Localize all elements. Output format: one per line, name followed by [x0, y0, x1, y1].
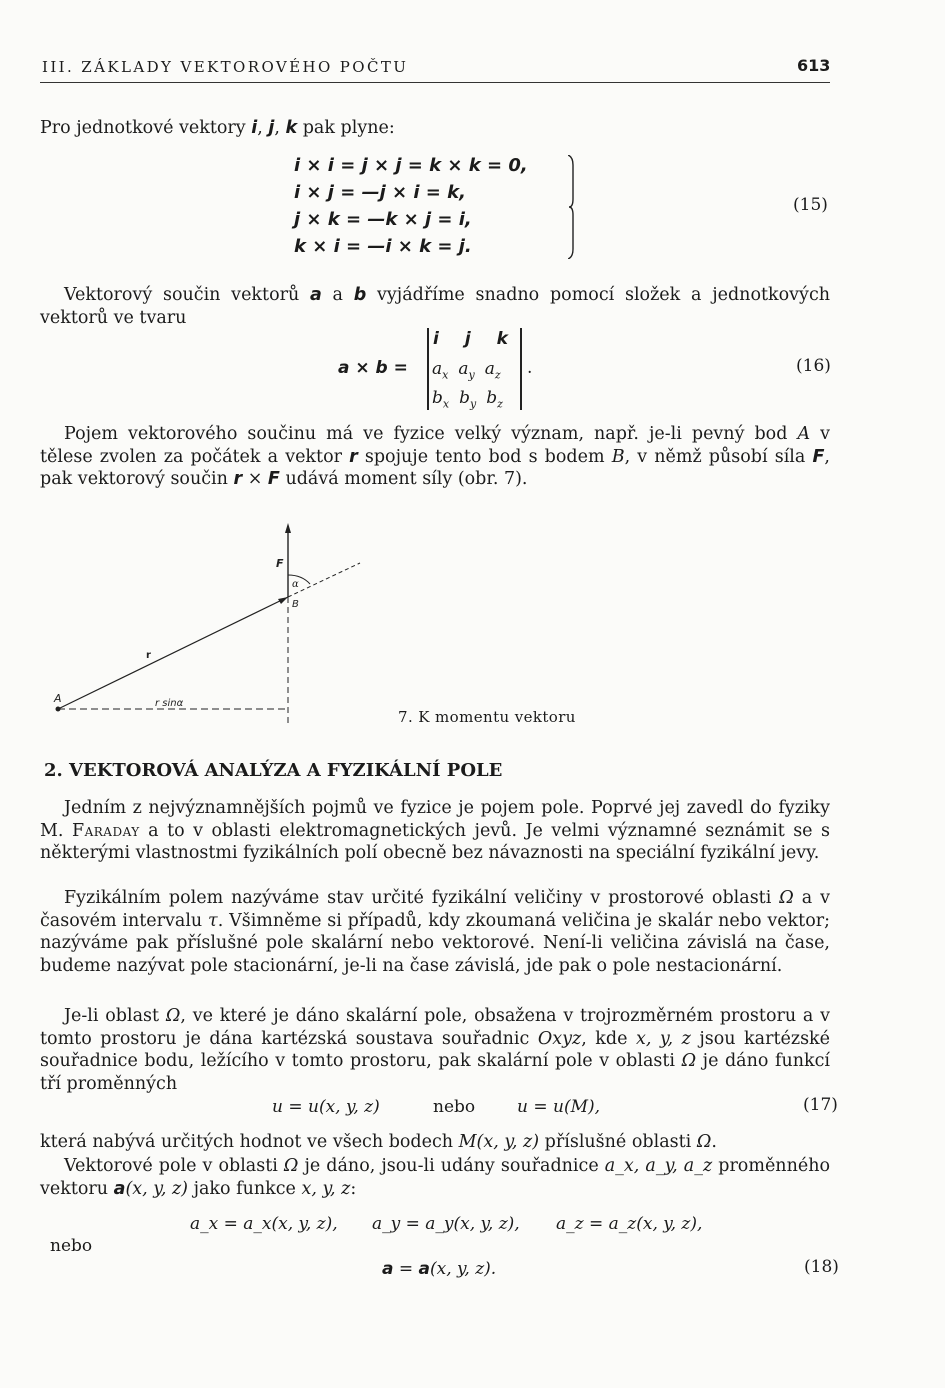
eq18a-ax: a_x = a_x(x, y, z),: [190, 1214, 338, 1234]
force-arrowhead: [285, 523, 291, 533]
paragraph-scalar-field: Je-li oblast Ω, ve které je dáno skalární pole, obsažena v trojrozměrném prostoru a v tomto prostoru je dána kartézská soustava souřadnic Oxyz, kde x, y, z jsou kartézské souřadnice bodu, ležícího v tomto prostoru, pak skalární pole v oblasti Ω je dáno funkcí tří proměnných: [40, 1006, 831, 1094]
radius-extension-dashed: [288, 563, 360, 597]
eq18a-ay: a_y = a_y(x, y, z),: [372, 1214, 520, 1234]
running-header: III. ZÁKLADY VEKTOROVÉHO POČTU: [42, 58, 409, 76]
paragraph-field-definition: Fyzikálním polem nazýváme stav určité fyzikální veličiny v prostorové oblasti Ω a v časovém intervalu τ. Všimněme si případů, kdy zkoumaná veličina je skalár nebo vektor; nazýváme pak příslušné pole skalární nebo vektorové. Není-li veličina závislá na čase, budeme nazývat pole stacionární, je-li na čase závislá, jde pak o pole nestacionární.: [40, 888, 830, 976]
eq16-lhs: a × b =: [338, 358, 408, 378]
paragraph-values: která nabývá určitých hodnot ve všech bodech M(x, y, z) příslušné oblasti Ω.: [40, 1132, 717, 1152]
figure-caption: 7. K momentu vektoru: [398, 708, 576, 726]
label-B: B: [292, 599, 299, 610]
eq15-number: (15): [793, 195, 828, 215]
paragraph-vector-product: Vektorový součin vektorů a a b vyjádříme snadno pomocí složek a jednotkových vektorů ve tvaru: [40, 285, 831, 328]
label-rsin: r sinα: [155, 698, 184, 709]
radius-vector-line: [58, 597, 288, 709]
paragraph-moment: Pojem vektorového součinu má ve fyzice velký význam, např. je-li pevný bod A v tělese zvolen za počátek a vektor r spojuje tento bod s bodem B, v němž působí síla F, pak vektorový součin r × F udává moment síly (obr. 7).: [40, 424, 830, 489]
det-left-bar: [427, 328, 429, 410]
point-A-dot: [56, 707, 61, 712]
word-nebo: nebo: [50, 1236, 93, 1256]
eq18-number: (18): [804, 1257, 839, 1277]
page-number: 613: [797, 56, 831, 75]
label-r: r: [146, 650, 151, 661]
figure-moment-diagram: [40, 515, 380, 730]
det-row3: $b_x$ $b_y$ $b_z$: [432, 388, 503, 411]
eq15-line4: k × i = —i × k = j.: [294, 236, 472, 257]
eq15-line3: j × k = —k × j = i,: [294, 209, 472, 230]
det-right-bar: [520, 328, 522, 410]
eq17-right: u = u(M),: [517, 1097, 601, 1117]
paragraph-vector-field: Vektorové pole v oblasti Ω je dáno, jsou-li udány souřadnice a_x, a_y, a_z proměnného vektoru a(x, y, z) jako funkce x, y, z:: [40, 1156, 831, 1199]
eq16-dot: .: [527, 358, 533, 378]
label-F: F: [276, 557, 284, 570]
label-A: A: [54, 692, 62, 705]
paragraph-unit-vectors: Pro jednotkové vektory i, j, k pak plyne:: [40, 118, 395, 138]
header-rule: [40, 82, 830, 83]
det-row2: $a_x$ $a_y$ $a_z$: [432, 359, 501, 382]
eq15-line2: i × j = —j × i = k,: [294, 182, 466, 203]
eq18: a = a(x, y, z).: [382, 1259, 497, 1279]
eq17-left: u = u(x, y, z): [272, 1097, 380, 1117]
radius-arrowhead: [278, 597, 288, 604]
section-title: 2. VEKTOROVÁ ANALÝZA A FYZIKÁLNÍ POLE: [44, 760, 503, 781]
label-alpha: α: [292, 579, 299, 590]
eq18a-az: a_z = a_z(x, y, z),: [556, 1214, 703, 1234]
eq17-number: (17): [803, 1095, 838, 1115]
eq15-brace: [568, 155, 574, 259]
eq17-mid: nebo: [433, 1097, 476, 1117]
paragraph-field-intro: Jedním z nejvýznamnějších pojmů ve fyzice je pojem pole. Poprvé jej zavedl do fyziky M. Faraday a to v oblasti elektromagnetických jevů. Je velmi významné seznámit se s některými vlastnostmi fyzikálních polí obecně bez návaznosti na speciální fyzikální jevy.: [40, 798, 830, 863]
eq16-number: (16): [796, 356, 831, 376]
det-row1: i j k: [433, 329, 508, 349]
eq15-line1: i × i = j × j = k × k = 0,: [294, 155, 528, 176]
